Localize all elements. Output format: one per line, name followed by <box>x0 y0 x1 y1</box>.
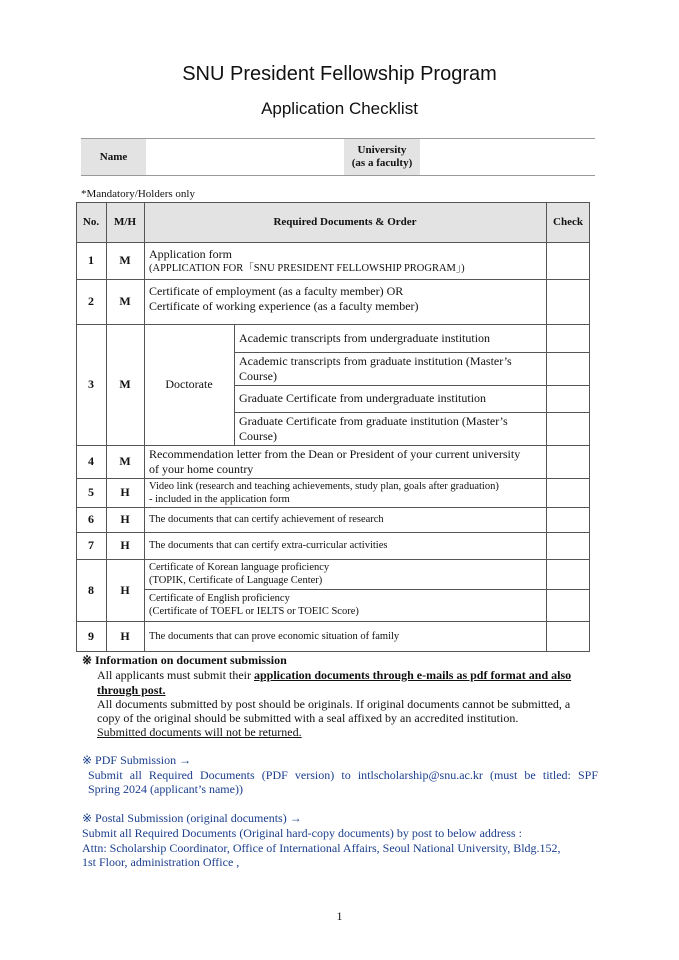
row-5-no: 5 <box>88 485 94 499</box>
info-p2-line1: All documents submitted by post should be originals. If original documents cannot be submitted, a <box>97 697 571 711</box>
pdf-heading: ※ PDF Submission → <box>82 753 192 767</box>
row-3-mh: M <box>119 377 131 391</box>
row-2-no: 2 <box>88 294 94 308</box>
row-7-mh: H <box>120 538 130 552</box>
row-3-sub-1-check-box[interactable] <box>547 325 589 352</box>
row-8-doc-english <box>149 589 544 621</box>
page-number: 1 <box>336 909 343 923</box>
postal-line2: Attn: Scholarship Coordinator, Office of International Affairs, Seoul National University, Bldg.152, <box>82 841 561 855</box>
row-6-mh: H <box>120 512 130 526</box>
row-5-doc-line2: - included in the application form <box>149 493 290 505</box>
university-label-line2: (as a faculty) <box>351 157 413 169</box>
row-9-check-box[interactable] <box>547 622 589 651</box>
mandatory-note: *Mandatory/Holders only <box>81 188 195 200</box>
postal-heading: ※ Postal Submission (original documents) → <box>82 811 302 825</box>
postal-line3: 1st Floor, administration Office , <box>82 855 240 869</box>
row-3-sub-3: Graduate Certificate from undergraduate institution <box>239 391 487 405</box>
header-mh: M/H <box>106 202 144 242</box>
row-8-korean-line2: (TOPIK, Certificate of Language Center) <box>149 575 323 586</box>
row-4-doc-line2: of your home country <box>149 461 254 476</box>
row-6-check-box[interactable] <box>547 508 589 532</box>
row-3-no: 3 <box>88 377 94 391</box>
row-6-no: 6 <box>88 512 94 526</box>
row-2-mh: M <box>119 294 131 308</box>
row-4-no: 4 <box>88 454 94 468</box>
row-2-doc <box>149 279 544 319</box>
info-p1-emphasis: application documents through e-mails as pdf format and also through post. <box>97 668 572 697</box>
row-7-no: 7 <box>88 538 94 552</box>
checklist-table <box>76 202 590 652</box>
applicant-info-row <box>81 138 595 176</box>
row-2-check-box[interactable] <box>547 280 589 324</box>
row-5-mh: H <box>120 485 130 499</box>
row-5-doc <box>149 478 544 507</box>
row-2-doc-line2: Certificate of working experience (as a faculty member) <box>149 299 419 313</box>
row-7-check-box[interactable] <box>547 533 589 559</box>
row-1-check-box[interactable] <box>547 243 589 279</box>
info-p1-text: All applicants must submit their <box>97 668 254 682</box>
university-label-line1: University <box>357 144 407 156</box>
header-docs: Required Documents & Order <box>144 202 546 242</box>
university-label <box>344 139 420 175</box>
row-8-korean-line1: Certificate of Korean language proficiency <box>149 562 330 573</box>
pdf-line2: Spring 2024 (applicant’s name)) <box>88 782 243 796</box>
row-9-no: 9 <box>88 628 94 643</box>
row-3-sub-4: Graduate Certificate from graduate institution (Master’s Course) <box>239 413 508 443</box>
row-3-sub-4-check-box[interactable] <box>547 413 589 445</box>
info-p2-line2: copy of the original should be submitted with a seal affixed by an accredited institution. <box>97 711 519 725</box>
info-paragraph-1 <box>97 668 597 698</box>
row-8-no: 8 <box>88 582 94 597</box>
page-title: SNU President Fellowship Program <box>182 63 497 85</box>
row-9-mh: H <box>120 628 130 643</box>
info-heading: ※ Information on document submission <box>82 653 287 667</box>
row-9-doc: The documents that can prove economic situation of family <box>149 630 400 642</box>
row-7-doc: The documents that can certify extra-curricular activities <box>149 540 388 551</box>
postal-line1: Submit all Required Documents (Original hard-copy documents) by post to below address : <box>82 826 522 840</box>
row-4-check-box[interactable] <box>547 446 589 478</box>
name-label: Name <box>81 139 146 175</box>
row-8-mh: H <box>120 582 130 597</box>
row-5-doc-line1: Video link (research and teaching achievements, study plan, goals after graduation) <box>149 480 499 492</box>
header-check: Check <box>546 202 590 242</box>
row-3-sub-3-check-box[interactable] <box>547 386 589 412</box>
row-1-doc <box>149 242 544 279</box>
row-1-mh: M <box>119 253 131 267</box>
row-4-mh: M <box>119 454 131 468</box>
row-2-doc-line1: Certificate of employment (as a faculty member) OR <box>149 284 404 298</box>
header-no: No. <box>76 202 106 242</box>
row-3-sub-1: Academic transcripts from undergraduate institution <box>239 330 491 345</box>
row-3-sub-2: Academic transcripts from graduate institution (Master’s Course) <box>239 353 512 383</box>
row-8-english-line1: Certificate of English proficiency <box>149 593 290 604</box>
info-p2-line3: Submitted documents will not be returned. <box>97 725 302 739</box>
row-3-sub-2-check-box[interactable] <box>547 353 589 385</box>
page-subtitle: Application Checklist <box>261 99 418 118</box>
row-4-doc-line1: Recommendation letter from the Dean or President of your current university <box>149 446 521 461</box>
row-8-doc-korean <box>149 559 544 589</box>
pdf-line1-text: Submit all Required Documents (PDF version) to intlscholarship@snu.ac.kr (must be titled: SPF <box>88 768 598 782</box>
row-4-doc <box>149 445 544 478</box>
row-6-doc: The documents that can certify achievement of research <box>149 514 384 525</box>
row-1-doc-line1: Application form <box>149 246 232 261</box>
row-8-korean-check-box[interactable] <box>547 560 589 589</box>
row-5-check-box[interactable] <box>547 479 589 507</box>
row-3-category: Doctorate <box>165 377 213 391</box>
row-8-english-line2: (Certificate of TOEFL or IELTS or TOEIC Score) <box>149 606 359 617</box>
pdf-line1 <box>88 768 598 783</box>
row-1-doc-line2: (APPLICATION FOR「SNU PRESIDENT FELLOWSHIP PROGRAM」) <box>149 262 465 274</box>
info-p2-line3-wrap <box>97 725 302 740</box>
row-8-english-check-box[interactable] <box>547 590 589 621</box>
row-1-no: 1 <box>88 253 94 267</box>
